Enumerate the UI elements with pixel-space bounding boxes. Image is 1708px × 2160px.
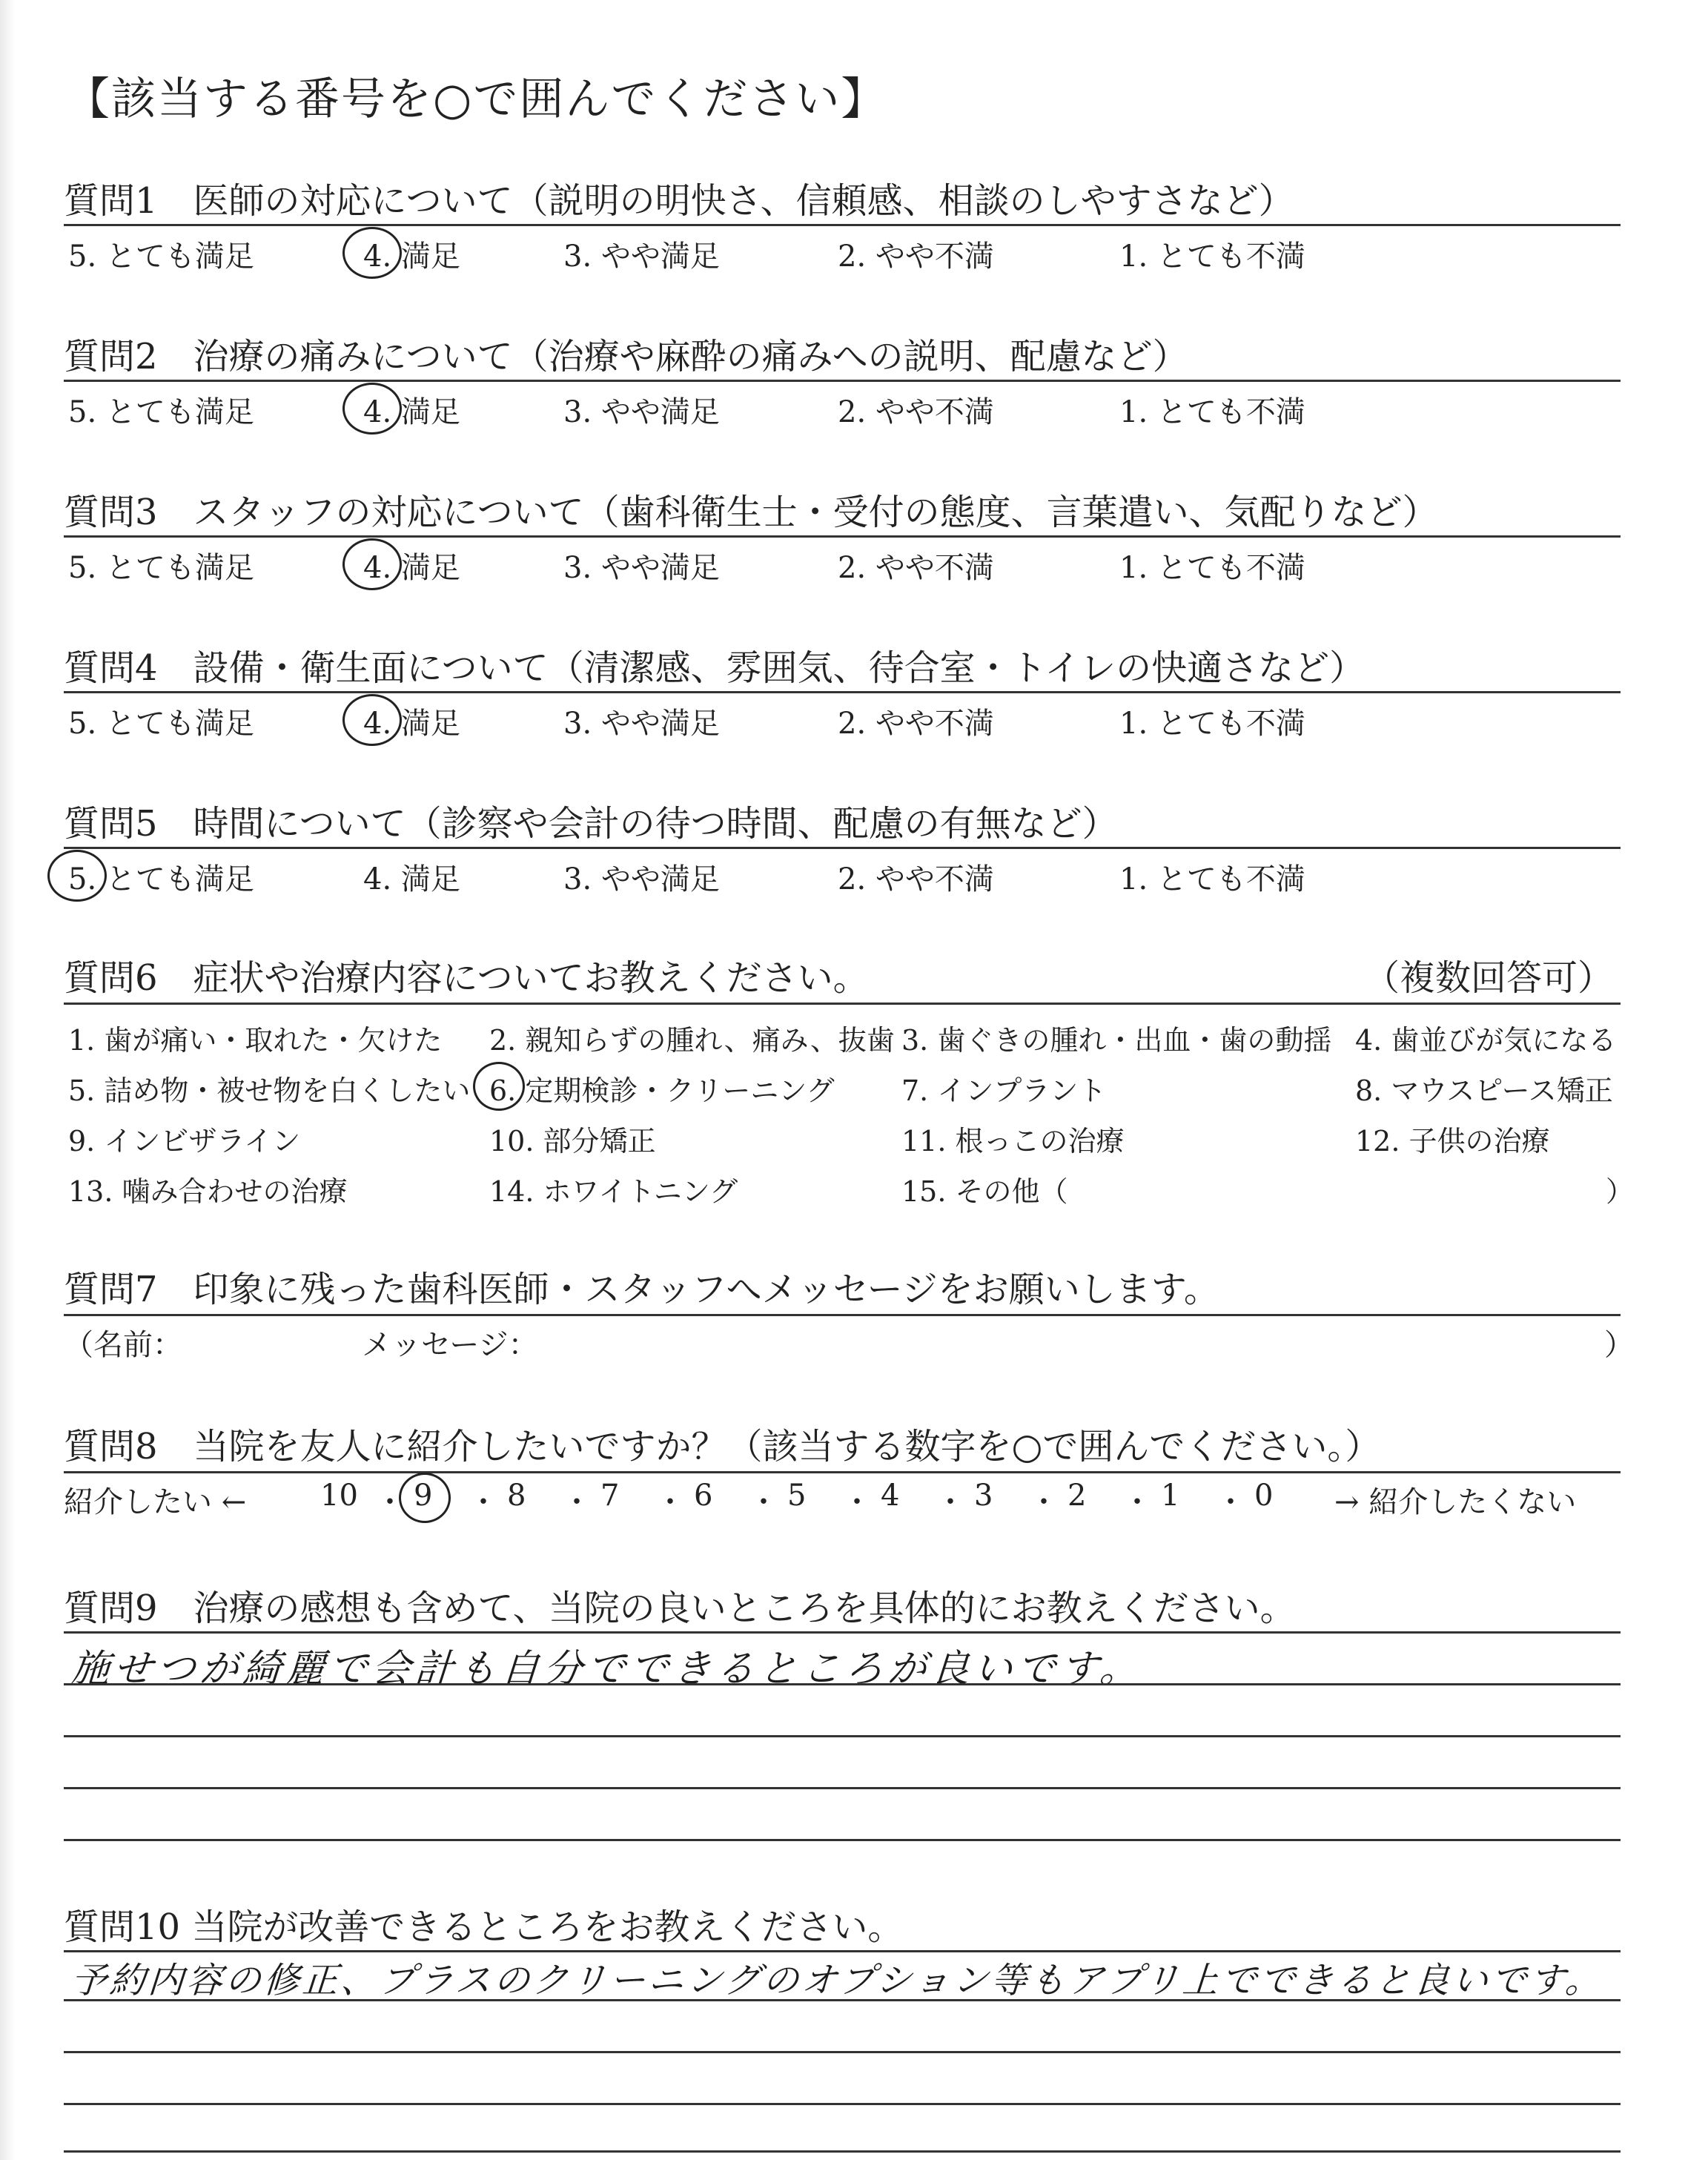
q4-option-4[interactable]: 4. 満足 bbox=[363, 707, 460, 741]
q8-heading: 質問8 当院を友人に紹介したいですか？（該当する数字を○で囲んでください。） bbox=[64, 1426, 1381, 1467]
q6-option-1[interactable]: 1. 歯が痛い・取れた・欠けた bbox=[68, 1024, 443, 1057]
q6-option-6[interactable]: 6. 定期検診・クリーニング bbox=[489, 1074, 835, 1107]
q6-option-10[interactable]: 10. 部分矯正 bbox=[489, 1125, 656, 1157]
q9-line-1 bbox=[64, 1683, 1621, 1685]
q10-line-1 bbox=[64, 1999, 1621, 2001]
q1-option-1[interactable]: 1. とても不満 bbox=[1119, 240, 1305, 274]
q8-separator-dot: ・ bbox=[655, 1485, 685, 1519]
q6-option-14[interactable]: 14. ホワイトニング bbox=[489, 1175, 738, 1208]
q8-number-3[interactable]: 3 bbox=[974, 1479, 993, 1513]
q1-heading: 質問1 医師の対応について（説明の明快さ、信頼感、相談のしやすさなど） bbox=[64, 180, 1294, 222]
q3-rule bbox=[64, 535, 1621, 538]
q2-heading: 質問2 治療の痛みについて（治療や麻酔の痛みへの説明、配慮など） bbox=[64, 336, 1188, 377]
q3-option-3[interactable]: 3. やや満足 bbox=[563, 551, 720, 585]
q1-rule bbox=[64, 224, 1621, 226]
q8-number-2[interactable]: 2 bbox=[1068, 1479, 1087, 1513]
q8-number-10[interactable]: 10 bbox=[320, 1479, 358, 1513]
q9-handwritten-answer: 施せつが綺麗で会計も自分でできるところが良いです。 bbox=[69, 1647, 1145, 1691]
q1-option-3[interactable]: 3. やや満足 bbox=[563, 240, 720, 274]
q9-line-3 bbox=[64, 1787, 1621, 1789]
q3-option-2[interactable]: 2. やや不満 bbox=[838, 551, 994, 585]
q10-line-3 bbox=[64, 2103, 1621, 2105]
q8-right-label: → 紹介したくない bbox=[1334, 1485, 1577, 1519]
q9-heading: 質問9 治療の感想も含めて、当院の良いところを具体的にお教えください。 bbox=[64, 1588, 1296, 1629]
q7-close-paren: ） bbox=[1604, 1328, 1634, 1362]
q8-number-4[interactable]: 4 bbox=[881, 1479, 900, 1513]
q8-number-6[interactable]: 6 bbox=[694, 1479, 713, 1513]
q1-option-2[interactable]: 2. やや不満 bbox=[838, 240, 994, 274]
q2-rule bbox=[64, 380, 1621, 382]
q2-option-1[interactable]: 1. とても不満 bbox=[1119, 395, 1305, 429]
q8-separator-dot: ・ bbox=[936, 1485, 965, 1519]
q2-option-3[interactable]: 3. やや満足 bbox=[563, 395, 720, 429]
q5-option-2[interactable]: 2. やや不満 bbox=[838, 862, 994, 896]
q7-heading: 質問7 印象に残った歯科医師・スタッフへメッセージをお願いします。 bbox=[64, 1269, 1219, 1310]
q3-option-4[interactable]: 4. 満足 bbox=[363, 551, 460, 585]
q2-selection-circle bbox=[342, 383, 402, 435]
q6-heading: 質問6 症状や治療内容についてお教えください。 bbox=[64, 957, 869, 999]
q8-separator-dot: ・ bbox=[562, 1485, 592, 1519]
q8-separator-dot: ・ bbox=[1122, 1485, 1152, 1519]
q6-option-15[interactable]: 15. その他（ bbox=[901, 1175, 1068, 1208]
q8-number-9[interactable]: 9 bbox=[414, 1479, 433, 1513]
scan-edge-shadow bbox=[0, 0, 15, 2160]
q4-option-5[interactable]: 5. とても満足 bbox=[68, 707, 254, 741]
q10-line-4 bbox=[64, 2150, 1621, 2153]
q1-option-4[interactable]: 4. 満足 bbox=[363, 240, 460, 274]
q6-selection-circle bbox=[473, 1062, 525, 1111]
q10-heading: 質問10 当院が改善できるところをお教えください。 bbox=[64, 1906, 904, 1948]
q8-separator-dot: ・ bbox=[842, 1485, 872, 1519]
q5-option-5[interactable]: 5. とても満足 bbox=[68, 862, 254, 896]
q6-option-16: ） bbox=[1606, 1175, 1635, 1208]
q6-option-8[interactable]: 8. マウスピース矯正 bbox=[1355, 1074, 1613, 1107]
q6-option-7[interactable]: 7. インプラント bbox=[901, 1074, 1107, 1107]
q6-option-13[interactable]: 13. 噛み合わせの治療 bbox=[68, 1175, 348, 1208]
q4-option-2[interactable]: 2. やや不満 bbox=[838, 707, 994, 741]
q6-option-5[interactable]: 5. 詰め物・被せ物を白くしたい bbox=[68, 1074, 471, 1107]
q9-line-2 bbox=[64, 1735, 1621, 1737]
q5-option-4[interactable]: 4. 満足 bbox=[363, 862, 460, 896]
q6-option-12[interactable]: 12. 子供の治療 bbox=[1355, 1125, 1550, 1157]
q2-option-5[interactable]: 5. とても満足 bbox=[68, 395, 254, 429]
q6-option-2[interactable]: 2. 親知らずの腫れ、痛み、抜歯 bbox=[489, 1024, 895, 1057]
q8-number-8[interactable]: 8 bbox=[507, 1479, 526, 1513]
q4-option-3[interactable]: 3. やや満足 bbox=[563, 707, 720, 741]
q9-line-4 bbox=[64, 1839, 1621, 1841]
page-title: 【該当する番号を○で囲んでください】 bbox=[65, 73, 887, 125]
q10-handwritten-answer: 予約内容の修正、プラスのクリーニングのオプション等もアプリ上でできると良いです。 bbox=[69, 1960, 1606, 2001]
q6-option-4[interactable]: 4. 歯並びが気になる bbox=[1355, 1024, 1617, 1057]
q10-line-2 bbox=[64, 2051, 1621, 2053]
q4-heading: 質問4 設備・衛生面について（清潔感、雰囲気、待合室・トイレの快適さなど） bbox=[64, 647, 1366, 689]
q3-option-5[interactable]: 5. とても満足 bbox=[68, 551, 254, 585]
q8-left-label: 紹介したい ← bbox=[64, 1485, 247, 1519]
q7-rule bbox=[64, 1314, 1621, 1316]
q6-rule bbox=[64, 1003, 1621, 1005]
q8-separator-dot: ・ bbox=[1029, 1485, 1059, 1519]
q7-name-label: （名前： bbox=[64, 1328, 182, 1362]
q8-number-7[interactable]: 7 bbox=[600, 1479, 620, 1513]
q3-option-1[interactable]: 1. とても不満 bbox=[1119, 551, 1305, 585]
q8-separator-dot: ・ bbox=[1216, 1485, 1245, 1519]
q8-separator-dot: ・ bbox=[375, 1485, 405, 1519]
q6-note: （複数回答可） bbox=[1364, 957, 1614, 999]
q1-option-5[interactable]: 5. とても満足 bbox=[68, 240, 254, 274]
q8-separator-dot: ・ bbox=[749, 1485, 778, 1519]
q8-number-0[interactable]: 0 bbox=[1254, 1479, 1274, 1513]
q9-rule-top bbox=[64, 1631, 1621, 1634]
q5-option-3[interactable]: 3. やや満足 bbox=[563, 862, 720, 896]
q8-selection-circle bbox=[399, 1473, 451, 1523]
q8-number-1[interactable]: 1 bbox=[1161, 1479, 1180, 1513]
q4-selection-circle bbox=[342, 694, 402, 746]
q5-selection-circle bbox=[47, 850, 107, 902]
q4-option-1[interactable]: 1. とても不満 bbox=[1119, 707, 1305, 741]
q1-selection-circle bbox=[342, 227, 402, 279]
q6-option-9[interactable]: 9. インビザライン bbox=[68, 1125, 301, 1157]
q8-rule bbox=[64, 1471, 1621, 1473]
q6-option-11[interactable]: 11. 根っこの治療 bbox=[901, 1125, 1125, 1157]
q8-separator-dot: ・ bbox=[469, 1485, 498, 1519]
q3-selection-circle bbox=[342, 538, 402, 590]
q6-option-3[interactable]: 3. 歯ぐきの腫れ・出血・歯の動揺 bbox=[901, 1024, 1332, 1057]
q3-heading: 質問3 スタッフの対応について（歯科衛生士・受付の態度、言葉遣い、気配りなど） bbox=[64, 492, 1438, 533]
q7-message-label: メッセージ： bbox=[362, 1328, 538, 1362]
q5-option-1[interactable]: 1. とても不満 bbox=[1119, 862, 1305, 896]
q8-number-5[interactable]: 5 bbox=[787, 1479, 807, 1513]
q2-option-2[interactable]: 2. やや不満 bbox=[838, 395, 994, 429]
q5-rule bbox=[64, 847, 1621, 849]
q5-heading: 質問5 時間について（診察や会計の待つ時間、配慮の有無など） bbox=[64, 803, 1118, 845]
q2-option-4[interactable]: 4. 満足 bbox=[363, 395, 460, 429]
q4-rule bbox=[64, 691, 1621, 693]
